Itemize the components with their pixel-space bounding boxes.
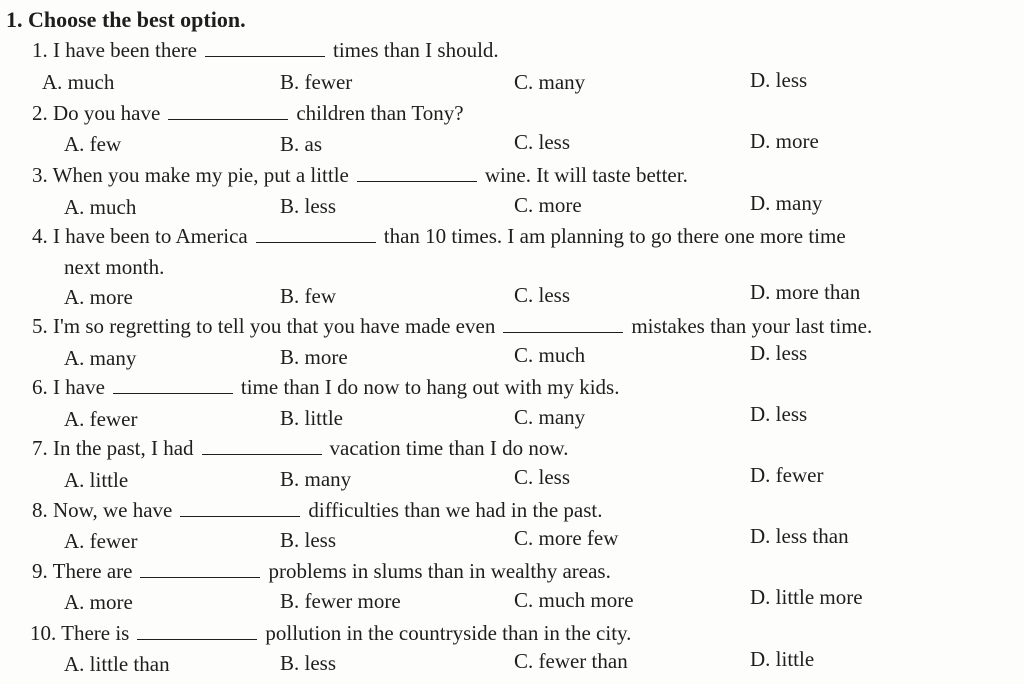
option-c[interactable]: C. more [514, 193, 582, 217]
question-7 [32, 434, 1007, 462]
answer-blank[interactable] [256, 226, 376, 243]
question-number: 10. [30, 621, 57, 645]
question-text-after: difficulties than we had in the past. [308, 498, 603, 522]
question-text-after: mistakes than your last time. [631, 314, 873, 338]
question-text-after: than 10 times. I am planning to go there one more time [383, 224, 846, 248]
question-6 [32, 373, 1007, 401]
question-3 [32, 161, 1007, 189]
question-text-after: children than Tony? [296, 101, 464, 125]
question-4 [32, 222, 1007, 250]
answer-blank[interactable] [357, 165, 477, 182]
option-d[interactable]: D. little more [750, 585, 863, 609]
option-d[interactable]: D. less [750, 68, 808, 92]
question-text-after: wine. It will taste better. [484, 163, 688, 187]
option-b[interactable]: B. few [280, 284, 336, 308]
question-5 [32, 312, 1007, 340]
question-text-before: There is [61, 621, 130, 645]
option-b[interactable]: B. fewer [280, 70, 353, 94]
question-text-before: I have been to America [53, 224, 248, 248]
option-d[interactable]: D. less [750, 402, 808, 426]
answer-blank[interactable] [113, 377, 233, 394]
option-d[interactable]: D. fewer [750, 463, 824, 487]
question-number: 7. [32, 436, 48, 460]
option-a[interactable]: A. much [42, 70, 115, 94]
option-c[interactable]: C. less [514, 130, 571, 154]
option-a[interactable]: A. little [64, 468, 129, 492]
question-number: 6. [32, 375, 48, 399]
question-text-before: Do you have [53, 101, 161, 125]
option-c[interactable]: C. fewer than [514, 649, 628, 673]
option-b[interactable]: B. more [280, 345, 348, 369]
option-b[interactable]: B. many [280, 467, 352, 491]
option-a[interactable]: A. little than [64, 652, 170, 676]
question-2 [32, 99, 1007, 127]
option-d[interactable]: D. less [750, 341, 808, 365]
option-a[interactable]: A. more [64, 590, 133, 614]
option-a[interactable]: A. much [64, 195, 137, 219]
option-d[interactable]: D. many [750, 191, 823, 215]
question-number: 5. [32, 314, 48, 338]
option-b[interactable]: B. less [280, 528, 337, 552]
option-b[interactable]: B. little [280, 406, 343, 430]
question-text-before: In the past, I had [53, 436, 194, 460]
question-text-after: times than I should. [333, 38, 499, 62]
answer-blank[interactable] [180, 500, 300, 517]
answer-blank[interactable] [137, 623, 257, 640]
answer-blank[interactable] [140, 561, 260, 578]
question-continuation: next month. [64, 255, 165, 279]
section-title: 1. Choose the best option. [6, 7, 246, 32]
option-b[interactable]: B. less [280, 651, 337, 675]
answer-blank[interactable] [168, 103, 288, 120]
option-a[interactable]: A. few [64, 132, 122, 156]
option-c[interactable]: C. less [514, 465, 571, 489]
option-c[interactable]: C. much [514, 343, 586, 367]
question-text-after: pollution in the countryside than in the city. [265, 621, 632, 645]
option-c[interactable]: C. much more [514, 588, 634, 612]
option-c[interactable]: C. less [514, 283, 571, 307]
question-number: 8. [32, 498, 48, 522]
question-text-before: There are [52, 559, 133, 583]
question-text-before: I have [53, 375, 105, 399]
question-number: 3. [32, 163, 48, 187]
question-number: 2. [32, 101, 48, 125]
option-c[interactable]: C. many [514, 405, 586, 429]
answer-blank[interactable] [503, 316, 623, 333]
question-9 [32, 557, 1007, 585]
question-1 [32, 36, 1007, 64]
question-number: 9. [32, 559, 48, 583]
question-text-after: time than I do now to hang out with my kids. [240, 375, 620, 399]
option-b[interactable]: B. as [280, 132, 322, 156]
question-text-before: I have been there [53, 38, 197, 62]
option-a[interactable]: A. fewer [64, 407, 138, 431]
answer-blank[interactable] [202, 438, 322, 455]
option-a[interactable]: A. more [64, 285, 133, 309]
question-10 [30, 619, 1005, 647]
question-8 [32, 496, 1007, 524]
question-number: 1. [32, 38, 48, 62]
option-d[interactable]: D. more than [750, 280, 861, 304]
question-text-before: When you make my pie, put a little [52, 163, 349, 187]
answer-blank[interactable] [205, 40, 325, 57]
option-d[interactable]: D. little [750, 647, 815, 671]
option-c[interactable]: C. more few [514, 526, 619, 550]
option-b[interactable]: B. fewer more [280, 589, 401, 613]
question-text-after: problems in slums than in wealthy areas. [268, 559, 611, 583]
option-a[interactable]: A. fewer [64, 529, 138, 553]
option-c[interactable]: C. many [514, 70, 586, 94]
option-d[interactable]: D. less than [750, 524, 849, 548]
question-number: 4. [32, 224, 48, 248]
option-d[interactable]: D. more [750, 129, 819, 153]
option-a[interactable]: A. many [64, 346, 137, 370]
question-text-after: vacation time than I do now. [329, 436, 569, 460]
option-b[interactable]: B. less [280, 194, 337, 218]
question-text-before: I'm so regretting to tell you that you have made even [53, 314, 496, 338]
question-text-before: Now, we have [53, 498, 173, 522]
